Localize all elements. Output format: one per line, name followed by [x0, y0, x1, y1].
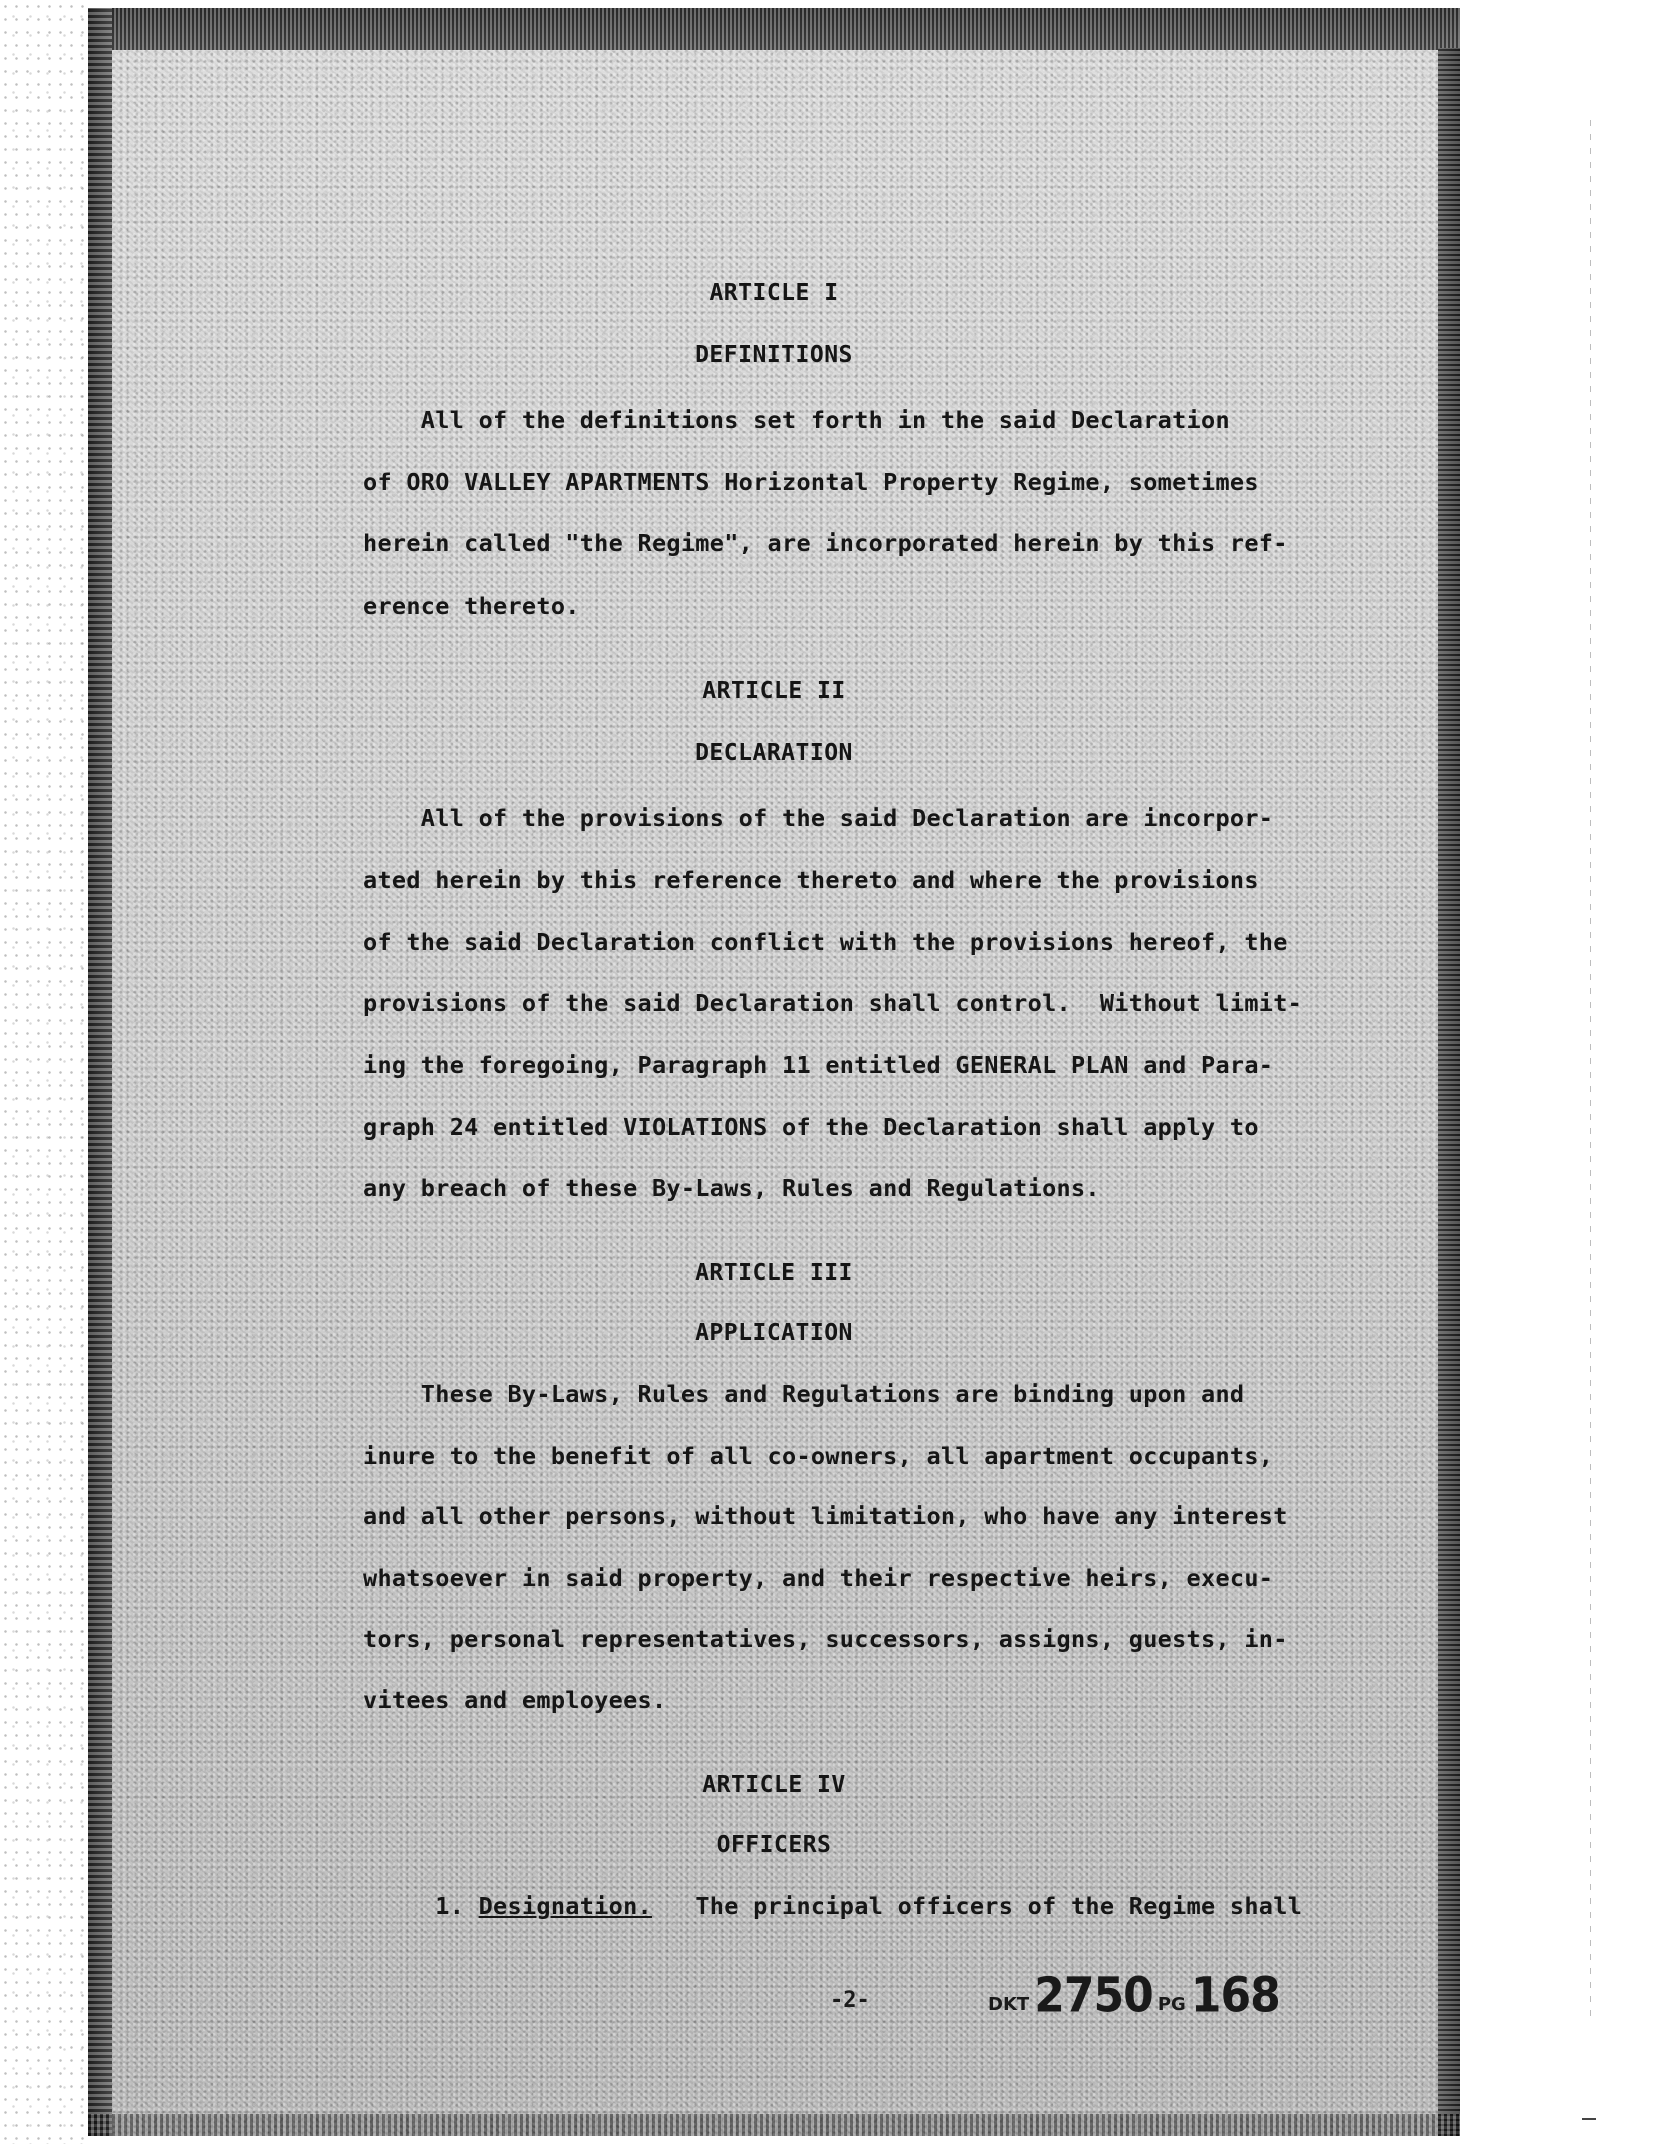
- article-3-line: inure to the benefit of all co-owners, all apartment occupants,: [363, 1442, 1274, 1470]
- scan-edge-line: [1590, 120, 1591, 2020]
- item-label: Designation.: [478, 1892, 652, 1920]
- article-1-title: ARTICLE I: [709, 280, 839, 306]
- article-4-subtitle: OFFICERS: [716, 1832, 832, 1858]
- article-3-title: ARTICLE III: [695, 1260, 853, 1286]
- article-2-title: ARTICLE II: [702, 678, 846, 704]
- scan-border-top: [88, 8, 1460, 50]
- article-4-title: ARTICLE IV: [702, 1772, 846, 1798]
- article-1-line: of ORO VALLEY APARTMENTS Horizontal Property Regime, sometimes: [363, 468, 1259, 496]
- scan-margin-noise: [0, 0, 88, 2144]
- article-2-line: graph 24 entitled VIOLATIONS of the Declaration shall apply to: [363, 1113, 1259, 1141]
- article-2-line: of the said Declaration conflict with the provisions hereof, the: [363, 928, 1288, 956]
- page-value: 168: [1190, 1967, 1280, 2024]
- docket-number: 2750: [1034, 1967, 1153, 2024]
- article-3-line: vitees and employees.: [363, 1686, 667, 1714]
- article-3-line: whatsoever in said property, and their respective heirs, execu-: [363, 1564, 1274, 1592]
- page-number: -2-: [830, 1988, 870, 2013]
- document-page: [88, 8, 1460, 2136]
- item-text: The principal officers of the Regime shall: [651, 1892, 1303, 1920]
- article-2-subtitle: DECLARATION: [695, 740, 853, 766]
- article-1-subtitle: DEFINITIONS: [695, 342, 853, 368]
- scan-border-bottom: [88, 2114, 1460, 2136]
- article-3-line: and all other persons, without limitation, who have any interest: [363, 1502, 1288, 1530]
- docket-prefix: DKT: [988, 1994, 1030, 2015]
- article-4-line: [363, 1892, 1302, 1920]
- article-3-line: These By-Laws, Rules and Regulations are binding upon and: [363, 1380, 1245, 1408]
- item-number: 1.: [363, 1892, 479, 1920]
- article-2-line: All of the provisions of the said Declaration are incorpor-: [363, 804, 1274, 832]
- article-2-line: any breach of these By-Laws, Rules and Regulations.: [363, 1174, 1100, 1202]
- article-1-line: erence thereto.: [363, 592, 580, 620]
- recording-stamp: [988, 1967, 1280, 2024]
- article-1-line: All of the definitions set forth in the said Declaration: [363, 406, 1230, 434]
- article-1-line: herein called "the Regime", are incorporated herein by this ref-: [363, 529, 1288, 557]
- article-2-line: ated herein by this reference thereto and where the provisions: [363, 866, 1259, 894]
- scan-border-left: [88, 8, 112, 2136]
- scan-edge-mark: [1582, 2118, 1596, 2120]
- page-prefix: PG: [1157, 1994, 1186, 2015]
- article-2-line: ing the foregoing, Paragraph 11 entitled GENERAL PLAN and Para-: [363, 1051, 1274, 1079]
- article-3-subtitle: APPLICATION: [695, 1320, 853, 1346]
- article-3-line: tors, personal representatives, successors, assigns, guests, in-: [363, 1625, 1288, 1653]
- article-2-line: provisions of the said Declaration shall control. Without limit-: [363, 989, 1303, 1017]
